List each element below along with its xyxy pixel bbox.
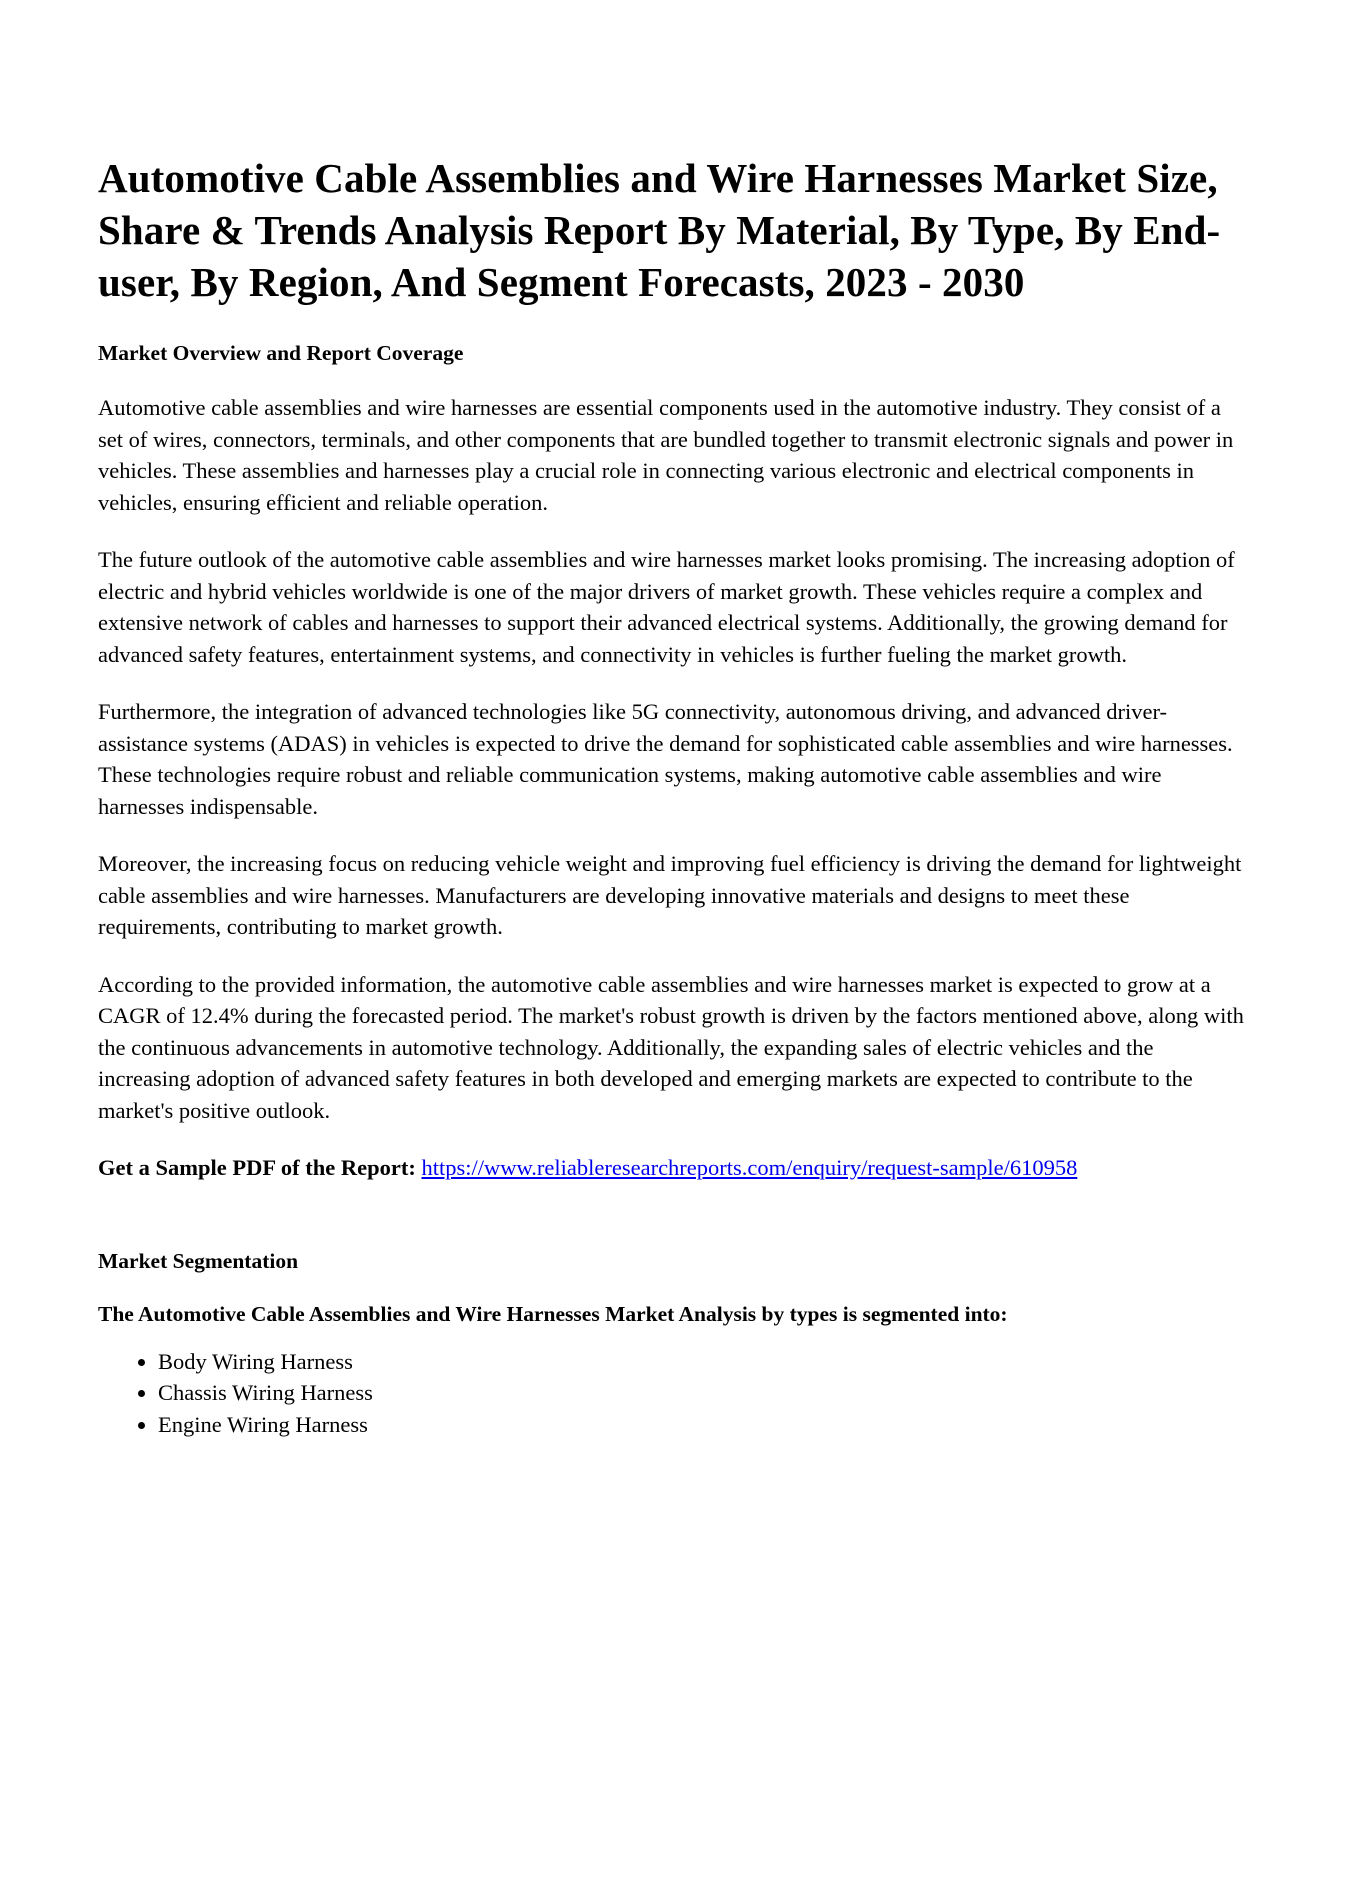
- list-item: • Chassis Wiring Harness: [158, 1377, 1244, 1409]
- paragraph-overview-definition: Automotive cable assemblies and wire harnesses are essential components used in the automotive industry. They consist of a set of wires, connectors, terminals, and other components that are bundled together to transmit electronic signals and power in vehicles. These assemblies and harnesses play a crucial role in connecting various electronic and electrical components in vehicles, ensuring efficient and reliable operation.: [98, 395, 1234, 515]
- sample-pdf-line: [98, 1126, 1244, 1184]
- list-item: • Body Wiring Harness: [158, 1346, 1244, 1378]
- document-content: [98, 0, 1244, 1440]
- paragraph-lightweight-demand: Moreover, the increasing focus on reducing vehicle weight and improving fuel efficiency is driving the demand for lightweight cable assemblies and wire harnesses. Manufacturers are developing innovative materials and designs to meet these requirements, contributing to market growth.: [98, 851, 1242, 939]
- section-heading-market-overview: Market Overview and Report Coverage: [98, 341, 464, 365]
- paragraph-advanced-technologies: Furthermore, the integration of advanced technologies like 5G connectivity, autonomous driving, and advanced driver-assistance systems (ADAS) in vehicles is expected to drive the demand for sophisticated cable assemblies and wire harnesses. These technologies require robust and reliable communication systems, making automotive cable assemblies and wire harnesses indispensable.: [98, 699, 1233, 819]
- sample-pdf-link[interactable]: https://www.reliableresearchreports.com/enquiry/request-sample/610958: [421, 1155, 1078, 1180]
- page-title: Automotive Cable Assemblies and Wire Harnesses Market Size, Share & Trends Analysis Report By Material, By Type, By End-user, By Region, And Segment Forecasts, 2023 - 2030: [98, 155, 1221, 305]
- paragraph-cagr-forecast: According to the provided information, the automotive cable assemblies and wire harnesses market is expected to grow at a CAGR of 12.4% during the forecasted period. The market's robust growth is driven by the factors mentioned above, along with the continuous advancements in automotive technology. Additionally, the expanding sales of electric vehicles and the increasing adoption of advanced safety features in both developed and emerging markets are expected to contribute to the market's positive outlook.: [98, 971, 1244, 1123]
- sample-pdf-label: Get a Sample PDF of the Report:: [98, 1155, 416, 1180]
- segmentation-types-list: [98, 1328, 1244, 1441]
- paragraph-future-outlook: The future outlook of the automotive cable assemblies and wire harnesses market looks promising. The increasing adoption of electric and hybrid vehicles worldwide is one of the major drivers of market growth. These vehicles require a complex and extensive network of cables and harnesses to support their advanced electrical systems. Additionally, the growing demand for advanced safety features, entertainment systems, and connectivity in vehicles is further fueling the market growth.: [98, 547, 1235, 667]
- section-heading-market-segmentation: Market Segmentation: [98, 1248, 299, 1273]
- list-item: • Engine Wiring Harness: [158, 1409, 1244, 1441]
- segmentation-types-intro: The Automotive Cable Assemblies and Wire Harnesses Market Analysis by types is segmented into:: [98, 1301, 1008, 1326]
